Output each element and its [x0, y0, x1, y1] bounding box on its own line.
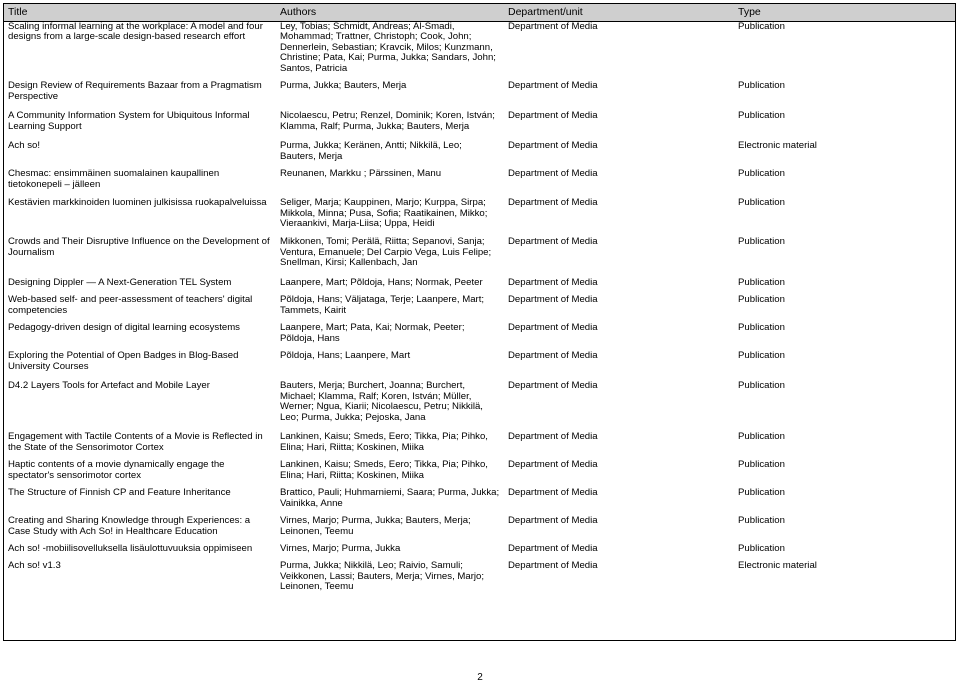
cell-title: Exploring the Potential of Open Badges in Blog-Based University Courses [8, 351, 239, 372]
table-row [4, 561, 955, 601]
cell-title: D4.2 Layers Tools for Artefact and Mobile Layer [8, 381, 210, 391]
cell-department: Department of Media [508, 141, 598, 151]
cell-title: Kestävien markkinoiden luominen julkisissa ruokapalveluissa [8, 198, 267, 208]
cell-type: Publication [738, 432, 785, 442]
cell-type: Publication [738, 198, 785, 208]
cell-type: Publication [738, 81, 785, 91]
cell-authors: Nicolaescu, Petru; Renzel, Dominik; Koren, István; Klamma, Ralf; Purma, Jukka; Bauters, Merja [280, 111, 495, 132]
cell-type: Publication [738, 544, 785, 554]
cell-title: Creating and Sharing Knowledge through Experiences: a Case Study with Ach So! in Healthcare Education [8, 516, 251, 537]
cell-department: Department of Media [508, 198, 598, 208]
cell-authors: Lankinen, Kaisu; Smeds, Eero; Tikka, Pia; Pihko, Elina; Hari, Riitta; Koskinen, Miika [280, 460, 488, 481]
cell-type: Publication [738, 381, 785, 391]
column-header-type[interactable]: Type [734, 4, 955, 21]
cell-type: Electronic material [738, 141, 817, 151]
table-row [4, 432, 955, 460]
cell-department: Department of Media [508, 295, 598, 305]
column-header-department[interactable]: Department/unit [504, 4, 734, 21]
cell-authors: Seliger, Marja; Kauppinen, Marjo; Kurppa, Sirpa; Mikkola, Minna; Pusa, Sofia; Raatikainen, Mikko; Vieraankivi, Marja-Liisa; Uppa, Heidi [280, 198, 488, 230]
table-row [4, 460, 955, 488]
column-header-authors[interactable]: Authors [276, 4, 504, 21]
cell-department: Department of Media [508, 488, 598, 498]
cell-title: Ach so! v1.3 [8, 561, 61, 571]
cell-title: Design Review of Requirements Bazaar from a Pragmatism Perspective [8, 81, 262, 102]
cell-department: Department of Media [508, 381, 598, 391]
table-row [4, 351, 955, 381]
table-row [4, 81, 955, 111]
cell-type: Publication [738, 460, 785, 470]
publications-table [4, 4, 955, 601]
cell-authors: Virnes, Marjo; Purma, Jukka; Bauters, Merja; Leinonen, Teemu [280, 516, 471, 537]
cell-title: Designing Dippler — A Next-Generation TEL System [8, 278, 232, 288]
cell-title: The Structure of Finnish CP and Feature Inheritance [8, 488, 231, 498]
cell-department: Department of Media [508, 111, 598, 121]
cell-title: Engagement with Tactile Contents of a Movie is Reflected in the State of the Sensorimotor Cortex [8, 432, 263, 453]
publications-frame [3, 3, 956, 641]
column-header-title[interactable]: Title [4, 4, 276, 21]
cell-title: Ach so! -mobiilisovelluksella lisäulottuvuuksia oppimiseen [8, 544, 253, 554]
cell-title: Haptic contents of a movie dynamically engage the spectator's sensorimotor cortex [8, 460, 225, 481]
cell-type: Publication [738, 169, 785, 179]
cell-title: Pedagogy-driven design of digital learning ecosystems [8, 323, 240, 333]
cell-department: Department of Media [508, 169, 598, 179]
table-row [4, 237, 955, 278]
cell-authors: Purma, Jukka; Keränen, Antti; Nikkilä, Leo; Bauters, Merja [280, 141, 462, 162]
cell-title: Scaling informal learning at the workplace: A model and four designs from a large-scale design-based research effort [8, 21, 263, 43]
cell-type: Publication [738, 295, 785, 305]
cell-type: Publication [738, 488, 785, 498]
cell-authors: Lankinen, Kaisu; Smeds, Eero; Tikka, Pia; Pihko, Elina; Hari, Riitta; Koskinen, Miika [280, 432, 488, 453]
table-row [4, 381, 955, 432]
cell-authors: Purma, Jukka; Nikkilä, Leo; Raivio, Samuli; Veikkonen, Lassi; Bauters, Merja; Virnes, Marjo; Leinonen, Teemu [280, 561, 485, 593]
cell-type: Publication [738, 278, 785, 288]
cell-department: Department of Media [508, 237, 598, 247]
table-row [4, 295, 955, 323]
cell-department: Department of Media [508, 432, 598, 442]
cell-authors: Brattico, Pauli; Huhmarniemi, Saara; Purma, Jukka; Vainikka, Anne [280, 488, 500, 509]
table-row [4, 21, 955, 81]
cell-authors: Mikkonen, Tomi; Perälä, Riitta; Šepanovi, Sanja; Ventura, Emanuele; Del Carpio Vega, Luis Felipe; Snellman, Kirsi; Kallenbach, Jan [280, 237, 492, 269]
cell-title: Chesmac: ensimmäinen suomalainen kaupallinen tietokonepeli – jälleen [8, 169, 220, 190]
cell-title: Ach so! [8, 141, 40, 151]
table-row [4, 141, 955, 169]
table-row [4, 488, 955, 516]
cell-authors: Bauters, Merja; Burchert, Joanna; Burchert, Michael; Klamma, Ralf; Koren, István; Müller, Werner; Ngua, Kiarii; Nicolaescu, Petru; Nikkilä, Leo; Purma, Jukka; Pejoska, Jana [280, 381, 483, 423]
cell-department: Department of Media [508, 278, 598, 288]
table-header-row [4, 4, 955, 21]
table-row [4, 516, 955, 544]
cell-type: Publication [738, 21, 785, 32]
cell-authors: Laanpere, Mart; Põldoja, Hans; Normak, Peeter [280, 278, 483, 288]
table-row [4, 169, 955, 198]
cell-title: Web-based self- and peer-assessment of teachers' digital competencies [8, 295, 253, 316]
cell-department: Department of Media [508, 516, 598, 526]
table-row [4, 198, 955, 237]
cell-title: Crowds and Their Disruptive Influence on the Development of Journalism [8, 237, 270, 258]
cell-department: Department of Media [508, 323, 598, 333]
page-number: 2 [477, 672, 483, 683]
cell-type: Publication [738, 323, 785, 333]
cell-department: Department of Media [508, 544, 598, 554]
cell-type: Publication [738, 111, 785, 121]
cell-department: Department of Media [508, 21, 598, 32]
table-row [4, 111, 955, 141]
cell-authors: Purma, Jukka; Bauters, Merja [280, 81, 407, 91]
cell-authors: Ley, Tobias; Schmidt, Andreas; Al-Smadi, Mohammad; Trattner, Christoph; Cook, John; Dennerlein, Sebastian; Kravcik, Milos; Kunzmann, Christine; Pata, Kai; Purma, Jukka; Sandars, John; Santos, Patricia [280, 21, 496, 74]
cell-type: Publication [738, 237, 785, 247]
cell-type: Publication [738, 351, 785, 361]
cell-authors: Virnes, Marjo; Purma, Jukka [280, 544, 401, 554]
table-row [4, 278, 955, 295]
cell-authors: Põldoja, Hans; Laanpere, Mart [280, 351, 411, 361]
cell-department: Department of Media [508, 81, 598, 91]
cell-department: Department of Media [508, 351, 598, 361]
cell-department: Department of Media [508, 561, 598, 571]
cell-authors: Reunanen, Markku ; Pärssinen, Manu [280, 169, 442, 179]
cell-authors: Laanpere, Mart; Pata, Kai; Normak, Peeter; Põldoja, Hans [280, 323, 465, 344]
cell-type: Electronic material [738, 561, 817, 571]
cell-title: A Community Information System for Ubiquitous Informal Learning Support [8, 111, 250, 132]
table-row [4, 544, 955, 561]
cell-department: Department of Media [508, 460, 598, 470]
cell-authors: Põldoja, Hans; Väljataga, Terje; Laanpere, Mart; Tammets, Kairit [280, 295, 485, 316]
cell-type: Publication [738, 516, 785, 526]
table-row [4, 323, 955, 351]
